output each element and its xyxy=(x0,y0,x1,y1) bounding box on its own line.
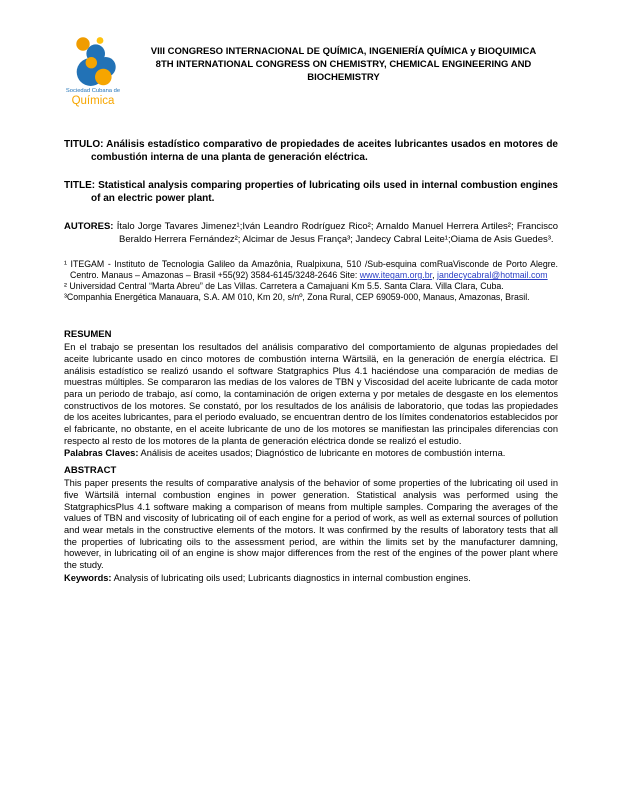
palabras-claves-line xyxy=(64,448,558,460)
itegam-website-link[interactable]: www.itegam.org.br xyxy=(359,270,433,281)
author-email-link[interactable]: jandecycabral@hotmail.com xyxy=(437,270,548,281)
titulo-text: Análisis estadístico comparativo de propiedades de aceites lubricantes usados en motores de combustión interna de una planta de generación eléctrica. xyxy=(91,138,558,163)
society-name-line1: Sociedad Cubana de xyxy=(65,88,121,94)
paper-title-spanish xyxy=(64,138,558,165)
congress-header xyxy=(62,36,558,107)
titulo-label: TITULO: xyxy=(64,138,104,150)
resumen-body: En el trabajo se presentan los resultados del análisis comparativo del comportamiento de algunas propiedades del aceite lubricante usado en cinco motores de combustión interna Wärtsilä, en la generación de energía eléctrica. El análisis estadístico se realizó usando el software Statgraphics Plus 4.1 haciéndose una comparación de medias de muestras múltiples. Se compararon las medias de los valores de TBN y Viscosidad del aceite lubricante de cada motor para un periodo de trabajo, así como, la contaminación de origen externa y por metales de desgaste en los elementos constructivos de los motores. Se constató, por los resultados de los análisis de laboratorio, que todas las propiedades de los aceites lubricantes, para el periodo evaluado, se encuentran dentro de los límites condenatorios establecidos por el fabricante, no obstante, en el aceite lubricante de uno de los motores se manifiestan las principales diferencias con respecto al resto de los motores de la planta de generación eléctrica donde se realizó el estudio. xyxy=(64,342,558,446)
affiliation-universidad-central: ² Universidad Central “Marta Abreu” de Las Villas. Carretera a Camajuani Km 5.5. Santa Clara. Villa Clara, Cuba. xyxy=(64,281,504,292)
congress-titles xyxy=(123,45,558,84)
society-name-line2: Química xyxy=(71,94,115,107)
title-text: Statistical analysis comparing properties of lubricating oils used in internal combustion engines of an electric power plant. xyxy=(91,179,558,204)
title-label: TITLE: xyxy=(64,179,96,191)
autores-label: AUTORES: xyxy=(64,220,114,232)
affiliation-link-separator: , xyxy=(432,270,437,281)
keywords-line xyxy=(64,573,558,585)
affiliations-block xyxy=(62,259,558,303)
congress-title-english: 8TH INTERNATIONAL CONGRESS ON CHEMISTRY, CHEMICAL ENGINEERING AND BIOCHEMISTRY xyxy=(155,59,532,83)
society-logo xyxy=(63,36,123,107)
abstract-body: This paper presents the results of comparative analysis of the behavior of some properties of the lubricating oil used in five Wärtsilä internal combustion engines in power generation. Statistical analysis was performed using the StatgraphicsPlus 4.1 software making a comparison of means from multiple samples. Comparing the averages of the values of TBN and viscosity of lubricating oil of each engine for a period of work, as well as external sources of pollution and wear metals in the constructive elements of the motors. It was confirmed by the results of laboratory tests that all the properties of lubricating oils to the assessment period, are within the limits set by the manufacturer damning, however, in lubricating oil of an engine is show major differences from the rest of the engines of the power plant where the study. xyxy=(64,478,558,571)
congress-title-spanish: VIII CONGRESO INTERNACIONAL DE QUÍMICA, INGENIERÍA QUÍMICA y BIOQUIMICA xyxy=(150,46,537,57)
affiliation-companhia-energetica: ³Companhia Energética Manauara, S.A. AM 010, Km 20, s/nº, Zona Rural, CEP 69059-000, Manaus, Amazonas, Brasil. xyxy=(64,292,530,303)
resumen-heading: RESUMEN xyxy=(64,329,112,341)
authors-list: Ítalo Jorge Tavares Jimenez¹;Iván Leandro Rodríguez Rico²; Arnaldo Manuel Herrera Artiles²; Francisco Beraldo Herrera Fernández²; Alcimar de Jesus França³; Jandecy Cabral Leite¹;Oiama de Asis Guedes³. xyxy=(116,220,559,245)
affiliation-itegam xyxy=(64,259,558,281)
abstract-heading: ABSTRACT xyxy=(64,465,117,477)
palabras-claves-label: Palabras Claves: xyxy=(64,448,139,459)
affiliation-itegam-text: ¹ ITEGAM - Instituto de Tecnologia Galileo da Amazônia, Rualpixuna, 510 /Sub-esquina comRuaVisconde de Porto Alegre. Centro. Manaus – Amazonas – Brasil +55(92) 3584-6145/3248-2646 Site: xyxy=(64,259,558,281)
chemistry-society-logo-icon xyxy=(70,36,116,87)
paper-title-english xyxy=(64,179,558,206)
keywords-text: Analysis of lubricating oils used; Lubricants diagnostics in internal combustion engines. xyxy=(113,572,471,583)
palabras-claves-text: Análisis de aceites usados; Diagnóstico de lubricante en motores de combustión interna. xyxy=(140,448,506,459)
authors-line xyxy=(64,220,558,247)
keywords-label: Keywords: xyxy=(64,572,112,583)
